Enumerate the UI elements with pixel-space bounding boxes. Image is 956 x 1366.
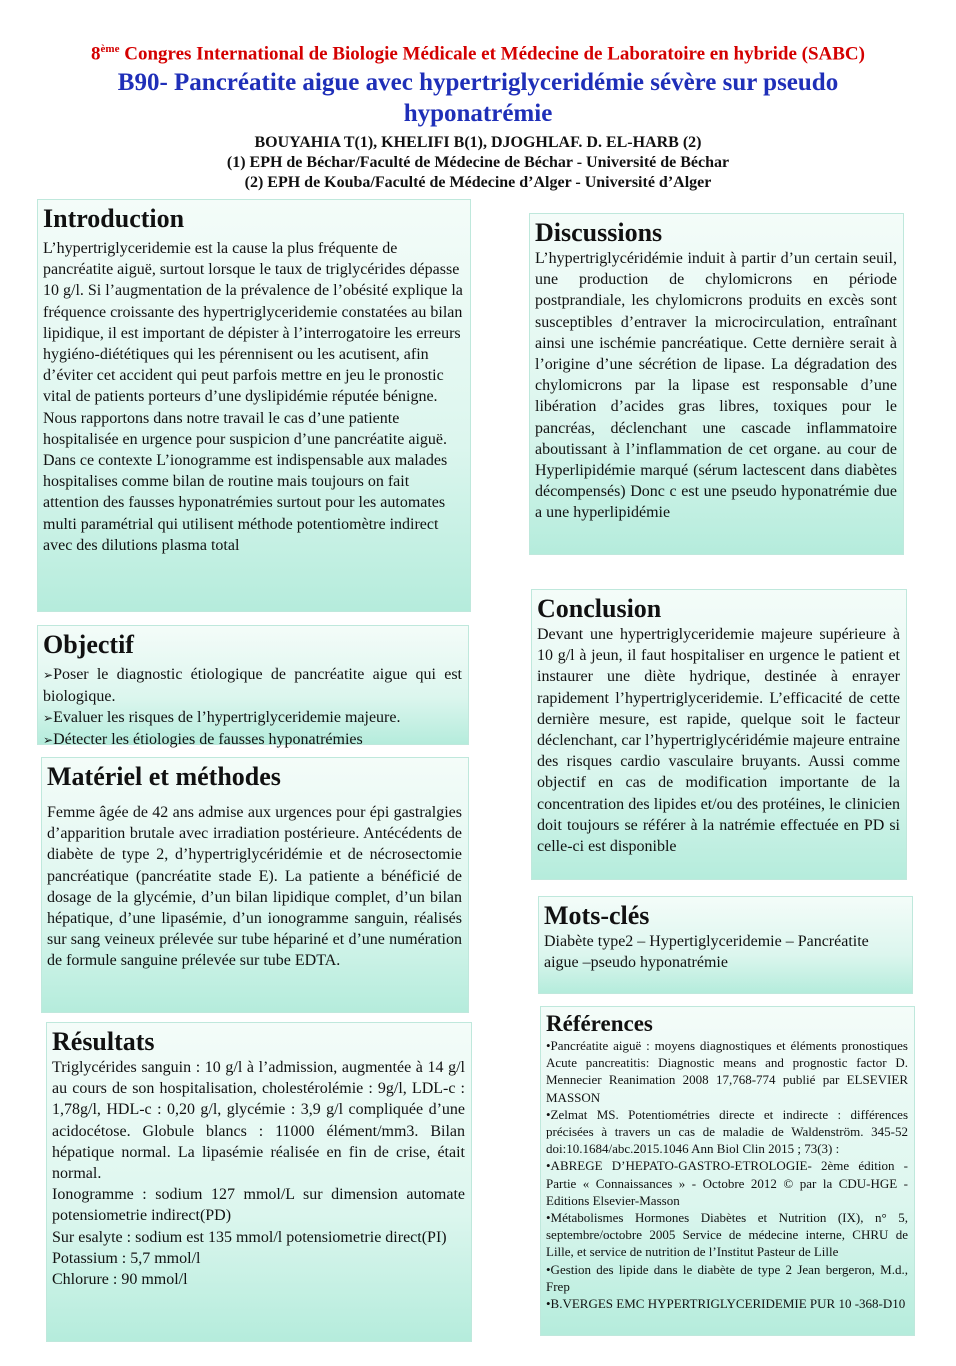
discussions-heading: Discussions (535, 218, 663, 247)
introduction-section (37, 199, 471, 612)
references-section (540, 1006, 915, 1336)
poster-header (0, 38, 956, 193)
references-heading: Références (546, 1011, 653, 1036)
objectif-section (37, 625, 469, 748)
conference-title: 8ème Congres International de Biologie Médicale et Médecine de Laboratoire en hybride (SABC) (91, 43, 865, 65)
resultats-esalyte: Sur esalyte : sodium est 135 mmol/l potensiometrie direct(PI) (52, 1228, 447, 1246)
resultats-section (46, 1022, 472, 1342)
reference-item-4: •Métabolismes Hormones Diabètes et Nutrition (IX), n° 5, septembre/octobre 2005 Service de médecine interne, CHRU de Lille, et service de nutrition de l’Institut Pasteur de Lille (546, 1210, 908, 1260)
affiliation-2: (2) EPH de Kouba/Faculté de Médecine d’Alger - Université d’Alger (244, 174, 712, 192)
resultats-potassium: Potassium : 5,7 mmol/l (52, 1249, 201, 1267)
reference-item-6: •B.VERGES EMC HYPERTRIGLYCERIDEMIE PUR 10 -368-D10 (546, 1296, 906, 1312)
motscles-text: Diabète type2 – Hypertiglyceridemie – Pancréatite aigue –pseudo hyponatrémie (544, 933, 869, 972)
objectif-item-3: ➢Détecter les étiologies de fausses hyponatrémies (43, 731, 363, 748)
objectif-item-2: ➢Evaluer les risques de l’hypertriglyceridemie majeure. (43, 709, 401, 726)
poster-title: B90- Pancréatite aigue avec hypertriglyceridémie sévère sur pseudo hyponatrémie (117, 69, 839, 128)
reference-item-3: •ABREGE D’HEPATO-GASTRO-ETROLOGIE- 2ème édition - Partie « Connaissances » - Octobre 2012 © par la CDU-HGE - Editions Elsevier-Masson (546, 1158, 908, 1208)
affiliation-1: (1) EPH de Béchar/Faculté de Médecine de Béchar - Université de Béchar (226, 154, 730, 172)
conclusion-heading: Conclusion (537, 594, 662, 623)
resultats-text: Triglycérides sanguin : 10 g/l à l’admission, augmentée à 14 g/l au cours de son hospitalisation, cholestérolémie : 9g/l, LDL-c : 1,78g/l, HDL-c : 0,20 g/l, glycémie : 3,9 g/l compliquée d’une acidocétose. Globule blancs : 11000 élément/mm3. Bilan hépatique normal. La lipasémie réalisée en fin de crise, était normal. (52, 1059, 465, 1183)
resultats-chlorure: Chlorure : 90 mmol/l (52, 1271, 188, 1289)
materiel-section (41, 757, 469, 1013)
arrow-bullet-icon: ➢ (43, 668, 54, 682)
discussions-text: L’hypertriglycéridémie induit à partir d’un certain seuil, une production de chylomicrons en période postprandiale, les chylomicrons produits en excès sont susceptibles d’entraver la microcirculation, entraînant ainsi une ischémie pancréatique. Cette dernière serait à l’origine d’une sécrétion de lipase. La dégradation des chylomicrons par la lipase est responsable d’une libération d’acides gras libres, toxiques pour le pancréas, déclenchant une cascade inflammatoire aboutissant à l’inflammation de cet organe. au cour de Hyperlipidémie marqué (sérum lactescent dans diabètes décompensés) Donc c est une pseudo hyponatrémie due a une hyperlipidémie (535, 250, 897, 522)
introduction-heading: Introduction (43, 204, 185, 233)
objectif-item-1: ➢Poser le diagnostic étiologique de pancréatite aigue qui est biologique. (43, 666, 462, 705)
introduction-text: L’hypertriglyceridemie est la cause la plus fréquente de pancréatite aiguë, surtout lorsque le taux de triglycérides dépasse 10 g/l. Si l’augmentation de la prévalence de l’obésité explique la fréquence croissante des hypertriglyceridemie constatées au bilan lipidique, il est important de dépister à l’interrogatoire les erreurs hygiéno-diététiques qui les pérennisent ou les acutisent, afin d’éviter cet accident qui peut parfois mettre en jeu le pronostic vital de patients porteurs d’une dyslipidémie réputée bénigne. Nous rapportons dans notre travail le cas d’une patiente hospitalisée en urgence pour suspicion d’une pancréatite aiguë. Dans ce contexte L’ionogramme est indispensable aux malades hospitalises comme bilan de routine mais toujours on fait attention des fausses hyponatrémies surtout pour les automates multi paramétrial qui utilisent méthode potentiomètre indirect avec des dilutions plasma total (43, 240, 463, 554)
discussions-section (529, 213, 904, 555)
motscles-heading: Mots-clés (544, 901, 650, 930)
conclusion-text: Devant une hypertriglyceridemie majeure supérieure à 10 g/l à jeun, il faut hospitaliser en urgence le patient et instaurer une diète hydrique, destinée à enrayer rapidement l’hypertriglyceridemie. L’efficacité de cette dernière mesure, est rapide, quelque soit le facteur déclenchant, car l’hypertriglycéridémie majeure entraine des risques cardio vasculaire bruyants. Aussi comme objectif en cas de modification importante de la concentration des lipides et/ou des protéines, le clinicien doit toujours se référer à la natrémie effectuée en PD si celle-ci est disponible (537, 626, 900, 856)
reference-item-1: •Pancréatite aiguë : moyens diagnostiques et éléments pronostiques Acute pancreatitis: Diagnostic means and prognostic factor D. Mennecier Reanimation 2008 17,768-774 publié par ELSEVIER MASSON (546, 1038, 908, 1105)
arrow-bullet-icon: ➢ (43, 711, 54, 725)
resultats-ionogramme: Ionogramme : sodium 127 mmol/L sur dimension automate potensiometrie indirect(PD) (52, 1186, 465, 1225)
reference-item-5: •Gestion des lipide dans le diabète de type 2 Jean bergeron, M.d., Frep (546, 1261, 908, 1294)
motscles-section (538, 896, 913, 994)
objectif-heading: Objectif (43, 630, 134, 659)
materiel-heading: Matériel et méthodes (47, 762, 281, 791)
conclusion-section (531, 589, 907, 880)
resultats-heading: Résultats (52, 1027, 155, 1056)
authors: BOUYAHIA T(1), KHELIFI B(1), DJOGHLAF. D. EL-HARB (2) (254, 134, 702, 152)
reference-item-2: •Zelmat MS. Potentiométries directe et indirecte : différences précisées à travers un cas de maladie de Waldenström. 345-52 doi:10.1684/abc.2015.1046 Ann Biol Clin 2015 ; 73(3) : (546, 1106, 908, 1157)
materiel-text: Femme âgée de 42 ans admise aux urgences pour épi gastralgies d’apparition brutale avec irradiation postérieure. Antécédents de diabète de type 2, d’hypertriglycéridémie et de nécrosectomie pancréatique (pancréatite stade E). La patiente a bénéficié de dosage de la glycémie, d’un bilan lipidique complet, d’un bilan hépatique, d’une lipasémie, d’un ionogramme sanguin, réalisés sur sang veineux prélevée sur tube hépariné et d’une numération de formule sanguine prélevée sur tube EDTA. (47, 804, 462, 970)
arrow-bullet-icon: ➢ (43, 733, 54, 747)
